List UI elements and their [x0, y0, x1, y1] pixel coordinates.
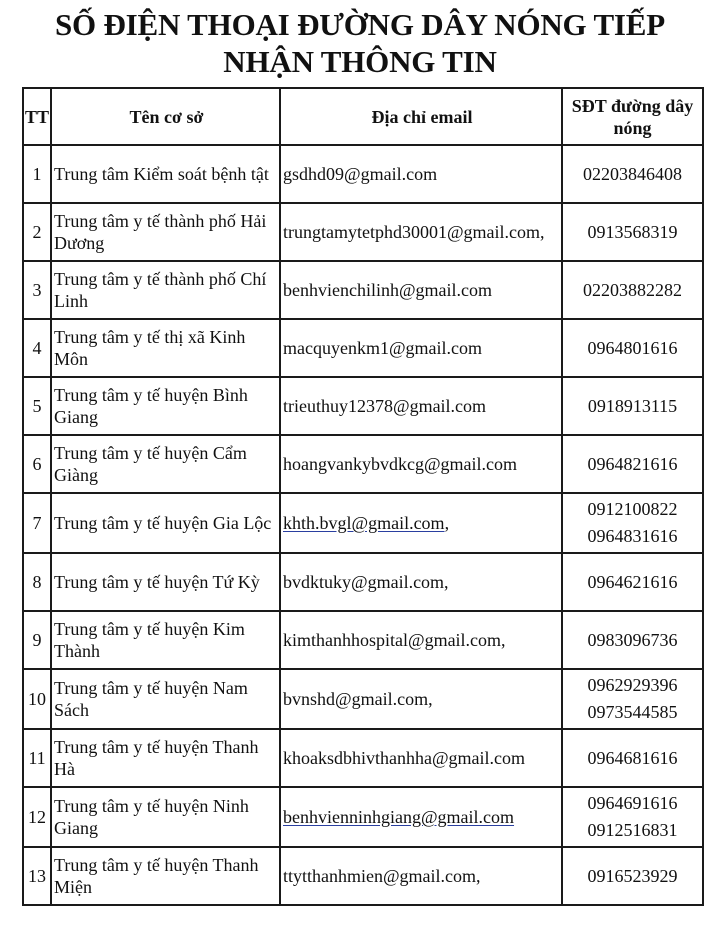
hotline-number: 0962929396 [587, 675, 678, 695]
table-row [23, 435, 703, 493]
header-phone: SĐT đường dây nóng [562, 88, 703, 145]
table-row [23, 493, 703, 553]
email-link[interactable]: khth.bvgl@gmail.com [283, 513, 445, 533]
row-number: 10 [23, 669, 51, 729]
email-suffix: , [444, 513, 450, 533]
row-number: 8 [23, 553, 51, 611]
facility-name: Trung tâm Kiểm soát bệnh tật [51, 145, 280, 203]
hotline-cell [562, 847, 703, 905]
facility-name: Trung tâm y tế huyện Thanh Miện [51, 847, 280, 905]
header-email: Địa chỉ email [280, 88, 562, 145]
table-row [23, 787, 703, 847]
table-row [23, 611, 703, 669]
hotline-cell [562, 611, 703, 669]
row-number: 9 [23, 611, 51, 669]
email-cell [280, 611, 562, 669]
hotline-number: 0918913115 [587, 395, 678, 416]
table-row [23, 203, 703, 261]
email-cell [280, 493, 562, 553]
row-number: 12 [23, 787, 51, 847]
hotline-number: 0964681616 [587, 747, 678, 768]
hotline-number: 0912100822 [587, 499, 678, 519]
hotline-cell [562, 493, 703, 553]
hotline-number: 0973544585 [587, 702, 678, 722]
hotline-number: 0912516831 [587, 820, 678, 840]
row-number: 3 [23, 261, 51, 319]
email-cell [280, 729, 562, 787]
row-number: 5 [23, 377, 51, 435]
hotline-cell [562, 787, 703, 847]
hotline-cell [562, 377, 703, 435]
header-tt: TT [23, 88, 51, 145]
hotline-number: 0964691616 [587, 793, 678, 813]
hotline-cell [562, 319, 703, 377]
row-number: 1 [23, 145, 51, 203]
email-address: trieuthuy12378@gmail.com [283, 396, 487, 416]
row-number: 6 [23, 435, 51, 493]
email-cell [280, 847, 562, 905]
facility-name: Trung tâm y tế thành phố Chí Linh [51, 261, 280, 319]
hotline-number: 0964821616 [587, 453, 678, 474]
header-name: Tên cơ sở [51, 88, 280, 145]
hotline-number: 0983096736 [587, 629, 678, 650]
facility-name: Trung tâm y tế huyện Bình Giang [51, 377, 280, 435]
row-number: 11 [23, 729, 51, 787]
hotline-cell [562, 261, 703, 319]
email-address: bvdktuky@gmail.com, [283, 572, 449, 592]
table-row [23, 261, 703, 319]
email-address: gsdhd09@gmail.com [283, 164, 438, 184]
row-number: 4 [23, 319, 51, 377]
facility-name: Trung tâm y tế thành phố Hải Dương [51, 203, 280, 261]
hotline-cell [562, 553, 703, 611]
email-cell [280, 553, 562, 611]
hotline-number: 0964801616 [587, 337, 678, 358]
row-number: 2 [23, 203, 51, 261]
title-line-2: NHẬN THÔNG TIN [223, 44, 497, 79]
hotline-table [22, 87, 704, 906]
hotline-cell [562, 669, 703, 729]
email-cell [280, 669, 562, 729]
email-address: macquyenkm1@gmail.com [283, 338, 483, 358]
email-address: trungtamytetphd30001@gmail.com, [283, 222, 545, 242]
email-address: hoangvankybvdkcg@gmail.com [283, 454, 518, 474]
title-line-1: SỐ ĐIỆN THOẠI ĐƯỜNG DÂY NÓNG TIẾP [54, 7, 666, 42]
facility-name: Trung tâm y tế huyện Gia Lộc [51, 493, 280, 553]
hotline-cell [562, 145, 703, 203]
table-row [23, 729, 703, 787]
facility-name: Trung tâm y tế huyện Ninh Giang [51, 787, 280, 847]
email-address: bvnshd@gmail.com, [283, 689, 433, 709]
email-address: ttytthanhmien@gmail.com, [283, 866, 481, 886]
email-cell [280, 203, 562, 261]
email-cell [280, 787, 562, 847]
table-header-row [23, 88, 703, 145]
email-address: khoaksdbhivthanhha@gmail.com [283, 748, 526, 768]
table-body [23, 145, 703, 905]
email-cell [280, 145, 562, 203]
email-cell [280, 435, 562, 493]
facility-name: Trung tâm y tế huyện Thanh Hà [51, 729, 280, 787]
email-address: kimthanhhospital@gmail.com, [283, 630, 506, 650]
hotline-cell [562, 203, 703, 261]
facility-name: Trung tâm y tế huyện Nam Sách [51, 669, 280, 729]
table-row [23, 847, 703, 905]
hotline-cell [562, 435, 703, 493]
table-row [23, 319, 703, 377]
email-cell [280, 261, 562, 319]
hotline-number: 02203846408 [583, 163, 682, 184]
facility-name: Trung tâm y tế huyện Tứ Kỳ [51, 553, 280, 611]
email-cell [280, 377, 562, 435]
table-row [23, 145, 703, 203]
email-cell [280, 319, 562, 377]
hotline-number: 0916523929 [587, 865, 678, 886]
hotline-number: 0964621616 [587, 571, 678, 592]
facility-name: Trung tâm y tế huyện Cẩm Giàng [51, 435, 280, 493]
row-number: 7 [23, 493, 51, 553]
hotline-cell [562, 729, 703, 787]
table-row [23, 669, 703, 729]
hotline-number: 0913568319 [587, 221, 678, 242]
email-address: benhvienchilinh@gmail.com [283, 280, 493, 300]
facility-name: Trung tâm y tế thị xã Kinh Môn [51, 319, 280, 377]
document-title [0, 6, 720, 80]
facility-name: Trung tâm y tế huyện Kim Thành [51, 611, 280, 669]
hotline-number: 0964831616 [587, 526, 678, 546]
hotline-number: 02203882282 [583, 279, 682, 300]
row-number: 13 [23, 847, 51, 905]
table-row [23, 377, 703, 435]
email-link[interactable]: benhvienninhgiang@gmail.com [283, 807, 515, 827]
table-row [23, 553, 703, 611]
